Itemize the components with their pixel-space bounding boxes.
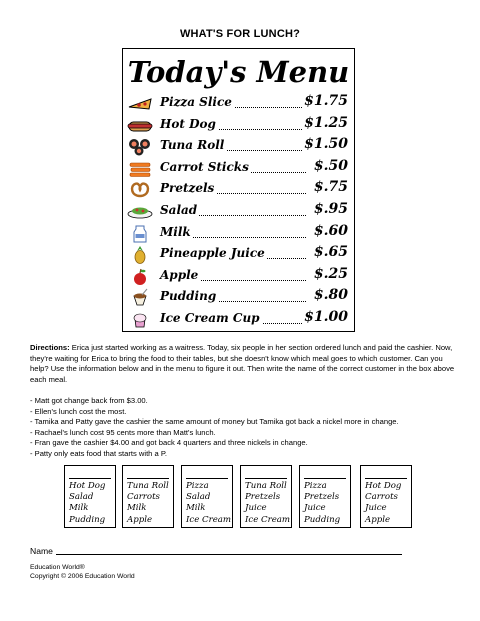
- clue-item: - Ellen's lunch cost the most.: [30, 406, 127, 416]
- menu-item-price: $.80: [313, 287, 348, 304]
- meal-box: [240, 465, 292, 528]
- meal-item: Apple: [365, 514, 391, 525]
- meal-items: [304, 481, 340, 526]
- menu-item-price: $.95: [313, 200, 348, 217]
- menu-item-name: Carrot Sticks: [160, 159, 249, 174]
- directions-label: Directions:: [30, 343, 70, 352]
- meal-item: Juice: [304, 503, 326, 514]
- meal-item: Milk: [186, 503, 206, 514]
- name-field[interactable]: [56, 554, 402, 555]
- clue-list: [30, 396, 460, 460]
- meal-items: [245, 481, 290, 526]
- directions-paragraph: [30, 343, 458, 385]
- meal-items: [186, 481, 231, 526]
- menu-item: [123, 201, 354, 223]
- menu-item-name: Milk: [160, 224, 191, 239]
- menu-item-name: Tuna Roll: [160, 138, 225, 153]
- menu-item-name: Apple: [160, 267, 199, 282]
- meal-items: [69, 481, 105, 526]
- meal-item: Salad: [186, 492, 211, 503]
- menu-item-price: $.75: [313, 179, 348, 196]
- meal-item: Pizza: [304, 481, 327, 491]
- menu-item: [123, 93, 354, 115]
- pudding-icon: [127, 288, 153, 307]
- hot-dog-icon: [127, 116, 153, 135]
- menu-item-name: Pretzels: [160, 181, 215, 196]
- menu-heading: Today's Menu: [127, 55, 350, 89]
- menu-item-name: Pineapple Juice: [160, 246, 265, 261]
- clue-item: - Rachael's lunch cost 95 cents more than Matt's lunch.: [30, 427, 216, 437]
- menu-item: [123, 287, 354, 309]
- customer-name-line[interactable]: [365, 478, 407, 479]
- menu-list: [123, 93, 354, 331]
- menu-item: [123, 309, 354, 331]
- menu-item-name: Pudding: [160, 289, 217, 304]
- customer-name-line[interactable]: [245, 478, 287, 479]
- meal-item: Milk: [127, 503, 147, 514]
- pizza-icon: [127, 94, 153, 113]
- meal-boxes: [64, 465, 414, 529]
- meal-item: Apple: [127, 514, 153, 525]
- menu-item-name: Hot Dog: [160, 116, 216, 131]
- clue-item: - Patty only eats food that starts with a P.: [30, 448, 168, 458]
- meal-box: [64, 465, 116, 528]
- footer: [30, 564, 135, 582]
- menu-item-price: $1.50: [304, 136, 348, 153]
- meal-item: Pretzels: [245, 492, 281, 503]
- menu-item: [123, 115, 354, 137]
- menu-item-price: $.60: [313, 222, 348, 239]
- pretzel-icon: [127, 180, 153, 199]
- meal-item: Juice: [245, 503, 267, 514]
- pineapple-icon: [127, 245, 153, 264]
- menu-item: [123, 223, 354, 245]
- menu-item-price: $.65: [313, 244, 348, 261]
- meal-item: Ice Cream: [186, 514, 232, 525]
- menu-item-price: $.25: [313, 265, 348, 282]
- menu-item: [123, 244, 354, 266]
- menu-item-price: $.50: [313, 157, 348, 174]
- customer-name-line[interactable]: [127, 478, 169, 479]
- meal-item: Tuna Roll: [245, 481, 287, 491]
- meal-item: Pudding: [69, 514, 106, 525]
- meal-box: [181, 465, 233, 528]
- customer-name-line[interactable]: [69, 478, 111, 479]
- meal-box: [299, 465, 351, 528]
- meal-items: [127, 481, 169, 526]
- ice-cream-icon: [127, 310, 153, 329]
- clue-item: - Matt got change back from $3.00.: [30, 396, 148, 405]
- carrot-icon: [127, 159, 153, 178]
- menu-item-name: Ice Cream Cup: [160, 310, 260, 325]
- meal-item: Hot Dog: [69, 481, 106, 491]
- meal-item: Pudding: [304, 514, 341, 525]
- meal-item: Hot Dog: [365, 481, 402, 491]
- footer-brand: Education World®: [30, 564, 85, 571]
- customer-name-line[interactable]: [304, 478, 346, 479]
- meal-item: Juice: [365, 503, 387, 514]
- customer-name-line[interactable]: [186, 478, 228, 479]
- menu-item: [123, 158, 354, 180]
- meal-items: [365, 481, 401, 526]
- menu-item: [123, 266, 354, 288]
- meal-item: Salad: [69, 492, 94, 503]
- menu-item-name: Pizza Slice: [160, 95, 232, 109]
- tuna-roll-icon: [127, 137, 153, 156]
- milk-icon: [127, 224, 153, 243]
- menu-item-name: Salad: [160, 202, 198, 217]
- salad-icon: [127, 202, 153, 221]
- menu-board: [122, 48, 355, 332]
- footer-copyright: Copyright © 2006 Education World: [30, 572, 135, 580]
- meal-item: Ice Cream: [245, 514, 291, 525]
- menu-item-price: $1.00: [304, 308, 348, 325]
- meal-box: [360, 465, 412, 528]
- meal-item: Milk: [69, 503, 89, 514]
- clue-item: - Fran gave the cashier $4.00 and got back 4 quarters and three nickels in change.: [30, 438, 308, 448]
- meal-box: [122, 465, 174, 528]
- menu-item-price: $1.25: [304, 114, 348, 131]
- meal-item: Carrots: [127, 492, 160, 503]
- menu-item-price: $1.75: [304, 93, 348, 109]
- name-label: Name: [30, 546, 53, 556]
- meal-item: Tuna Roll: [127, 481, 169, 491]
- meal-item: Pizza: [186, 481, 209, 491]
- meal-item: Carrots: [365, 492, 398, 503]
- meal-item: Pretzels: [304, 492, 340, 503]
- menu-item: [123, 136, 354, 158]
- menu-item: [123, 179, 354, 201]
- clue-item: - Tamika and Patty gave the cashier the same amount of money but Tamika got back a nickel more in change.: [30, 417, 399, 427]
- directions-text: Erica just started working as a waitress. Today, six people in her section ordered lunch and paid the cashier. Now, they're waiting for Erica to bring the food to their tables, but she doesn't know which meal goes to which customer. Can you help? Use the information below and in the menu to figure it out. Then write the name of the correct customer in the box above each meal.: [30, 343, 455, 384]
- apple-icon: [127, 267, 153, 286]
- page-title: WHAT'S FOR LUNCH?: [179, 28, 301, 40]
